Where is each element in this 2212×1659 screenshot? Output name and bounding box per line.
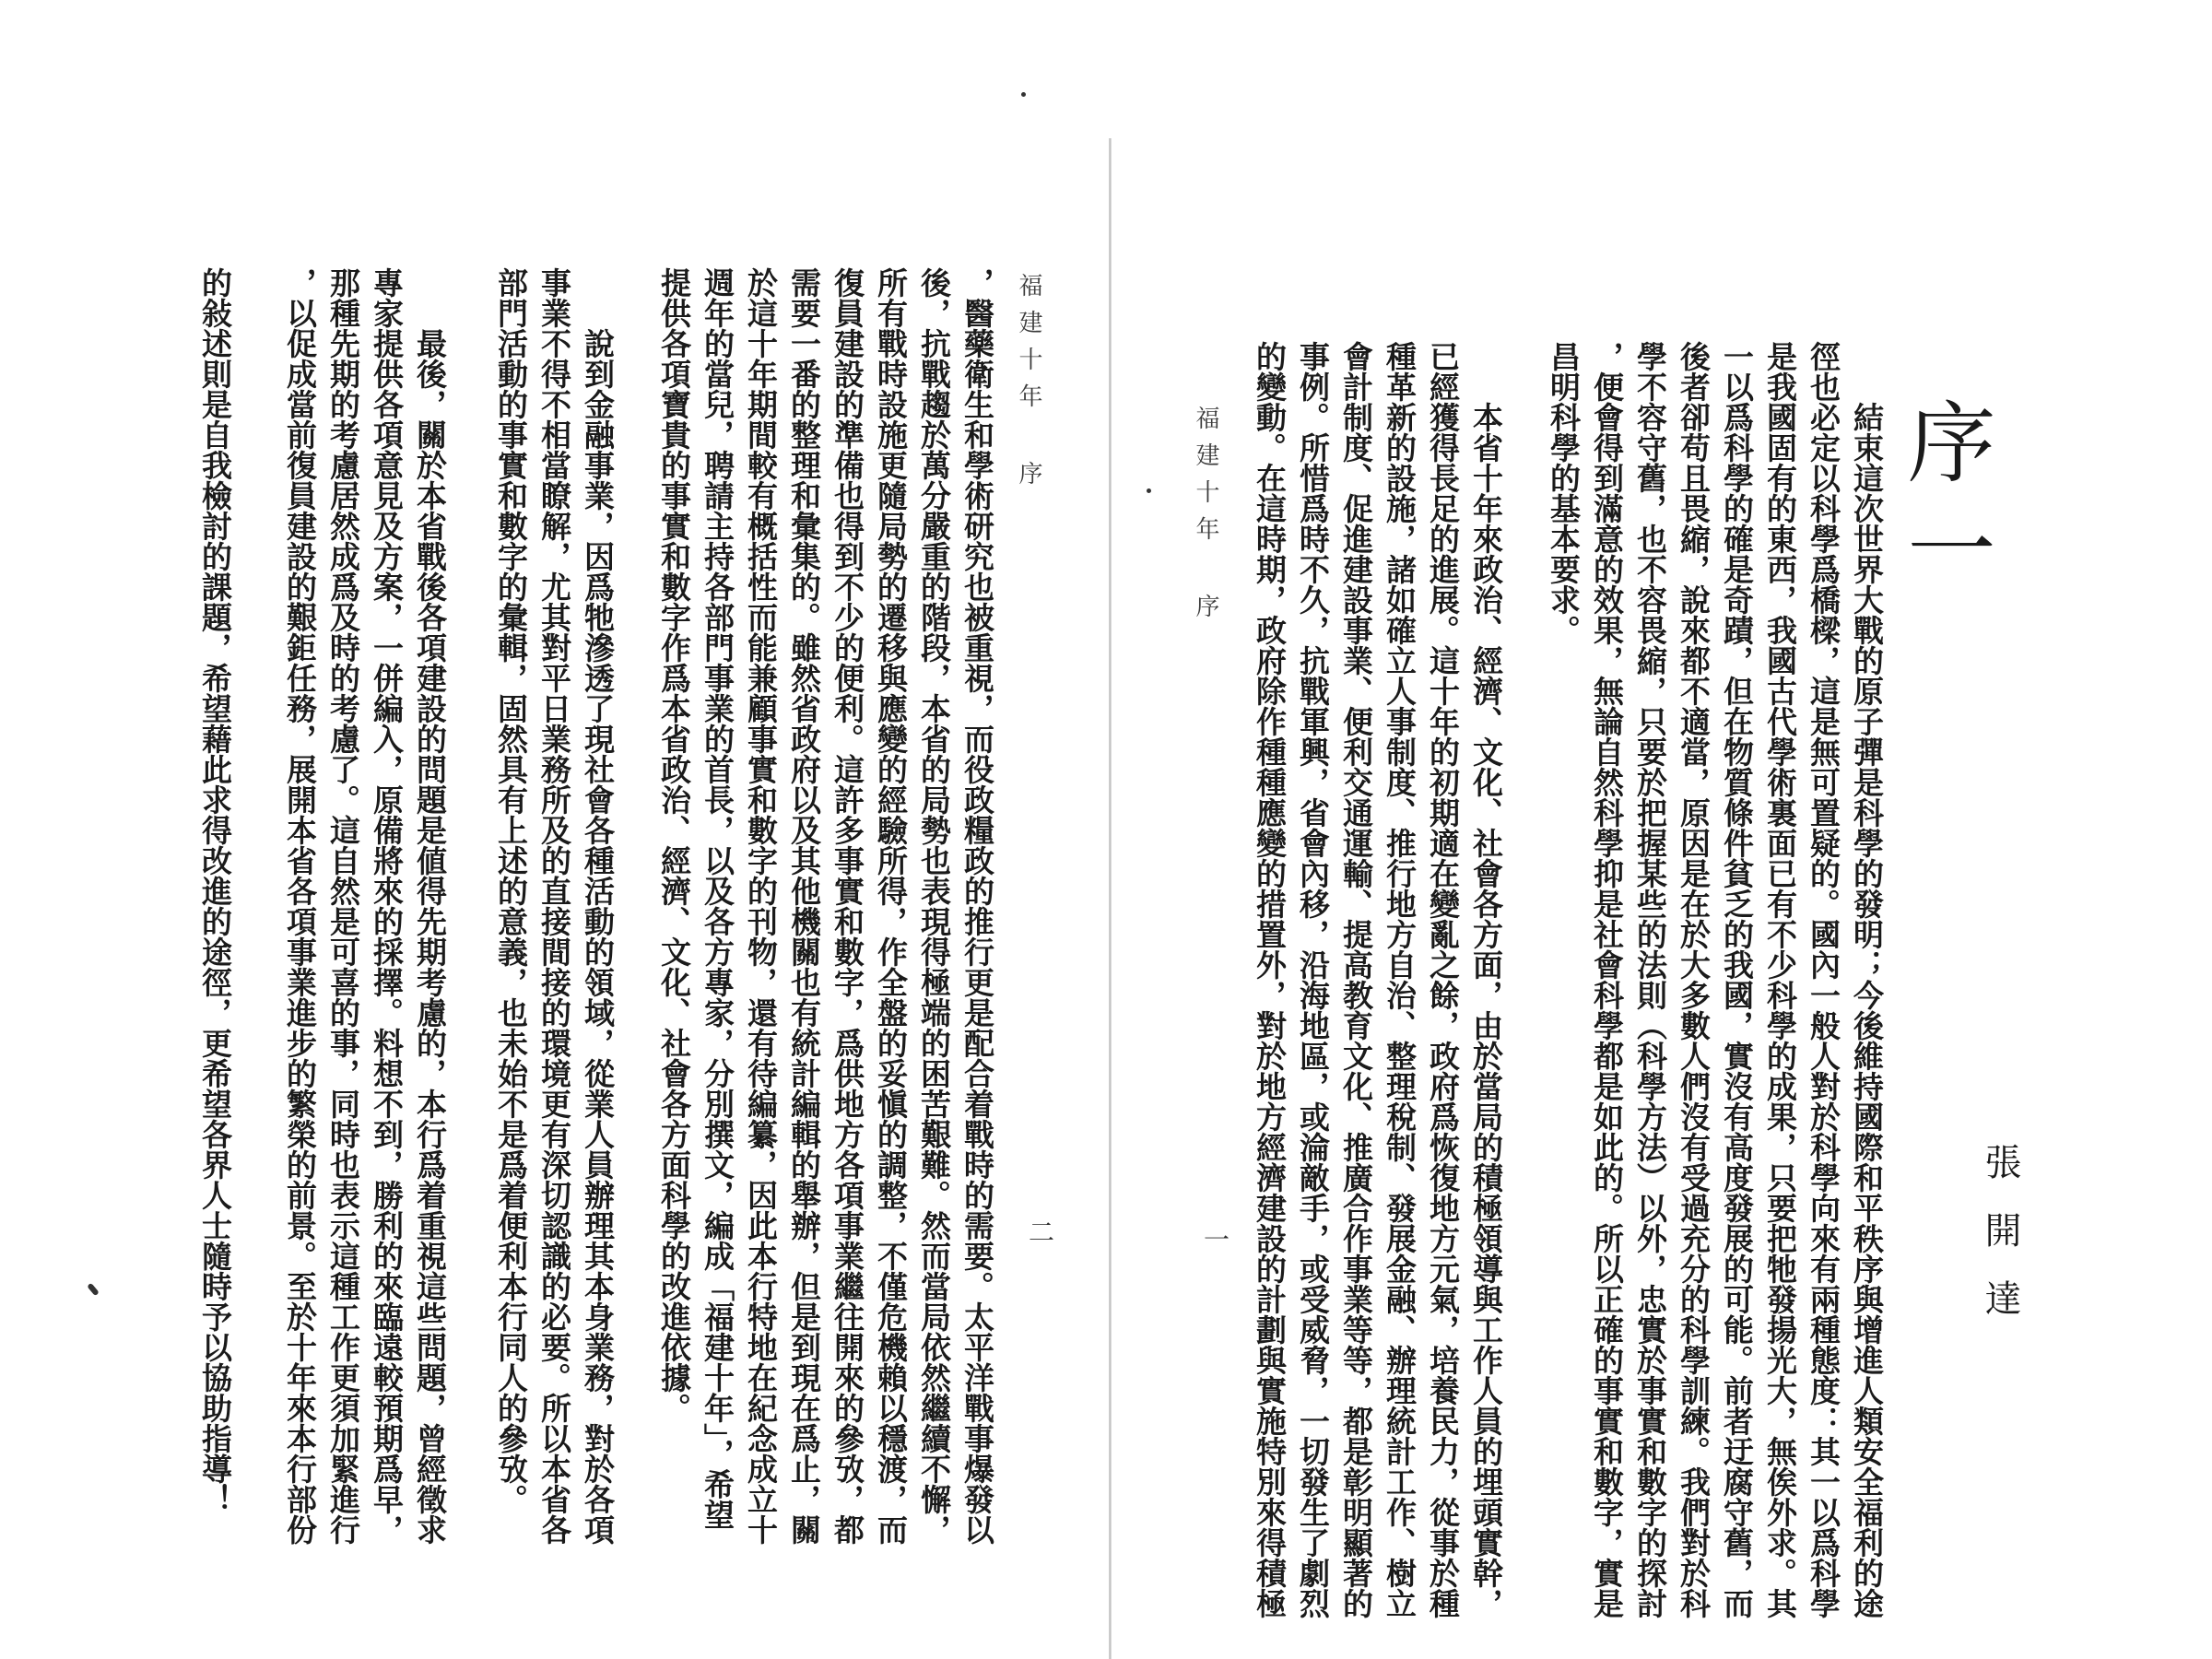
text-column: ，以促成當前復員建設的艱鉅任務，展開本省各項事業進步的繁榮的前景。至於十年來本行部份 [282, 267, 318, 1545]
text-column: ，便會得到滿意的效果，無論自然科學抑是社會科學都是如此的。所以正確的事實和數字，實是 [1589, 341, 1625, 1618]
page-title: 序一 [1893, 396, 1996, 610]
page-number: 一 [1200, 1226, 1230, 1252]
scan-speck [1147, 488, 1151, 493]
text-column: 會計制度、促進建設事業、便利交通運輸、提高教育文化、推廣合作事業等等，都是彰明顯著的 [1338, 341, 1374, 1618]
author-name: 張開達 [1979, 1143, 2021, 1347]
page-number: 二 [1025, 1218, 1055, 1244]
running-head: 福建十年 序 [1015, 273, 1042, 498]
text-column: 事業不得不相當瞭解，尤其對平日業務所及的直接間接的環境更有深切認識的必要。所以本省各 [536, 267, 572, 1545]
text-column: 復員建設的準備也得到不少的便利。這許多事實和數字，爲供地方各項事業繼往開來的參攷，都 [830, 267, 865, 1545]
text-column: 提供各項寶貴的事實和數字作爲本省政治、經濟、文化、社會各方面科學的改進依據。 [656, 267, 692, 1423]
text-column: 週年的當兒，聘請主持各部門事業的首長，以及各方專家，分別撰文，編成「福建十年」，希望 [700, 267, 735, 1530]
text-column: 結束這次世界大戰的原子彈是科學的發明；今後維持國際和平秩序與增進人類安全福利的途 [1849, 341, 1885, 1618]
text-column: 的敍述則是自我檢討的課題，希望藉此求得改進的途徑，更希望各界人士隨時予以協助指導！ [197, 267, 233, 1514]
text-column: 後者卻苟且畏縮，說來都不適當，原因是在於大多數人們沒有受過充分的科學訓練。我們對於科 [1676, 341, 1712, 1618]
text-column: 一以爲科學的確是奇蹟，但在物質條件貧乏的我國，實沒有高度發展的可能。前者迂腐守舊，而 [1719, 341, 1755, 1618]
text-column: ，醫藥衛生和學術研究也被重視，而役政糧政的推行更是配合着戰時的需要。太平洋戰事爆發以 [959, 267, 995, 1545]
text-column: 昌明科學的基本要求。 [1546, 341, 1582, 645]
text-column: 的變動。在這時期，政府除作種種應變的措置外，對於地方經濟建設的計劃與實施特別來得積極 [1252, 341, 1288, 1618]
text-column: 於這十年期間較有概括性而能兼顧事實和數字的刊物，還有待編纂，因此本行特地在紀念成立十 [743, 267, 779, 1545]
text-column: 已經獲得長足的進展。這十年的初期適在變亂之餘，政府爲恢復地方元氣，培養民力，從事於種 [1425, 341, 1461, 1618]
text-column: 事例。所惜爲時不久，抗戰軍興，省會內移，沿海地區，或淪敵手，或受威脅，一切發生了劇烈 [1295, 341, 1331, 1618]
text-column: 說到金融事業，因爲牠滲透了現社會各種活動的領域，從業人員辦理其本身業務，對於各項 [580, 267, 616, 1545]
text-column: 部門活動的事實和數字的彙輯，固然具有上述的意義，也未始不是爲着便利本行同人的參攷。 [493, 267, 529, 1514]
text-column: 專家提供各項意見及方案，一併編入，原備將來的採擇。料想不到，勝利的來臨遠較預期爲早， [369, 267, 405, 1545]
text-column: 種革新的設施，諸如確立人事制度、推行地方自治、整理稅制、發展金融、辦理統計工作、樹立 [1382, 341, 1418, 1618]
text-column: 後，抗戰趨於萬分嚴重的階段，本省的局勢也表現得極端的困苦艱難。然而當局依然繼續不懈， [916, 267, 952, 1545]
text-column: 最後，關於本省戰後各項建設的問題是値得先期考慮的，本行爲着重視這些問題，曾經徵求 [412, 267, 448, 1545]
text-column: 學不容守舊，也不容畏縮，只要於把握某些的法則（科學方法）以外，忠實於事實和數字的探討 [1632, 341, 1668, 1618]
text-column: 所有戰時設施更隨局勢的遷移與應變的經驗所得，作全盤的妥愼的調整，不僅危機賴以穩渡，而 [873, 267, 909, 1545]
text-column: 本省十年來政治、經濟、文化、社會各方面，由於當局的積極領導與工作人員的埋頭實幹， [1468, 341, 1504, 1618]
text-column: 需要一番的整理和彙集的。雖然省政府以及其他機關也有統計編輯的舉辦，但是到現在爲止，關 [786, 267, 822, 1545]
scan-speck [1021, 92, 1026, 97]
text-column: 是我國固有的東西，我國古代學術裏面已有不少科學的成果，只要把牠發揚光大，無俟外求。其 [1762, 341, 1798, 1618]
running-head: 福建十年 序 [1192, 406, 1219, 630]
text-column: 那種先期的考慮居然成爲及時的考慮了。這自然是可喜的事，同時也表示這種工作更須加緊進行 [325, 267, 361, 1545]
book-gutter [1109, 138, 1112, 1659]
text-column: 徑也必定以科學爲橋樑，這是無可置疑的。國內一般人對於科學向來有兩種態度：其一以爲科學 [1806, 341, 1841, 1618]
